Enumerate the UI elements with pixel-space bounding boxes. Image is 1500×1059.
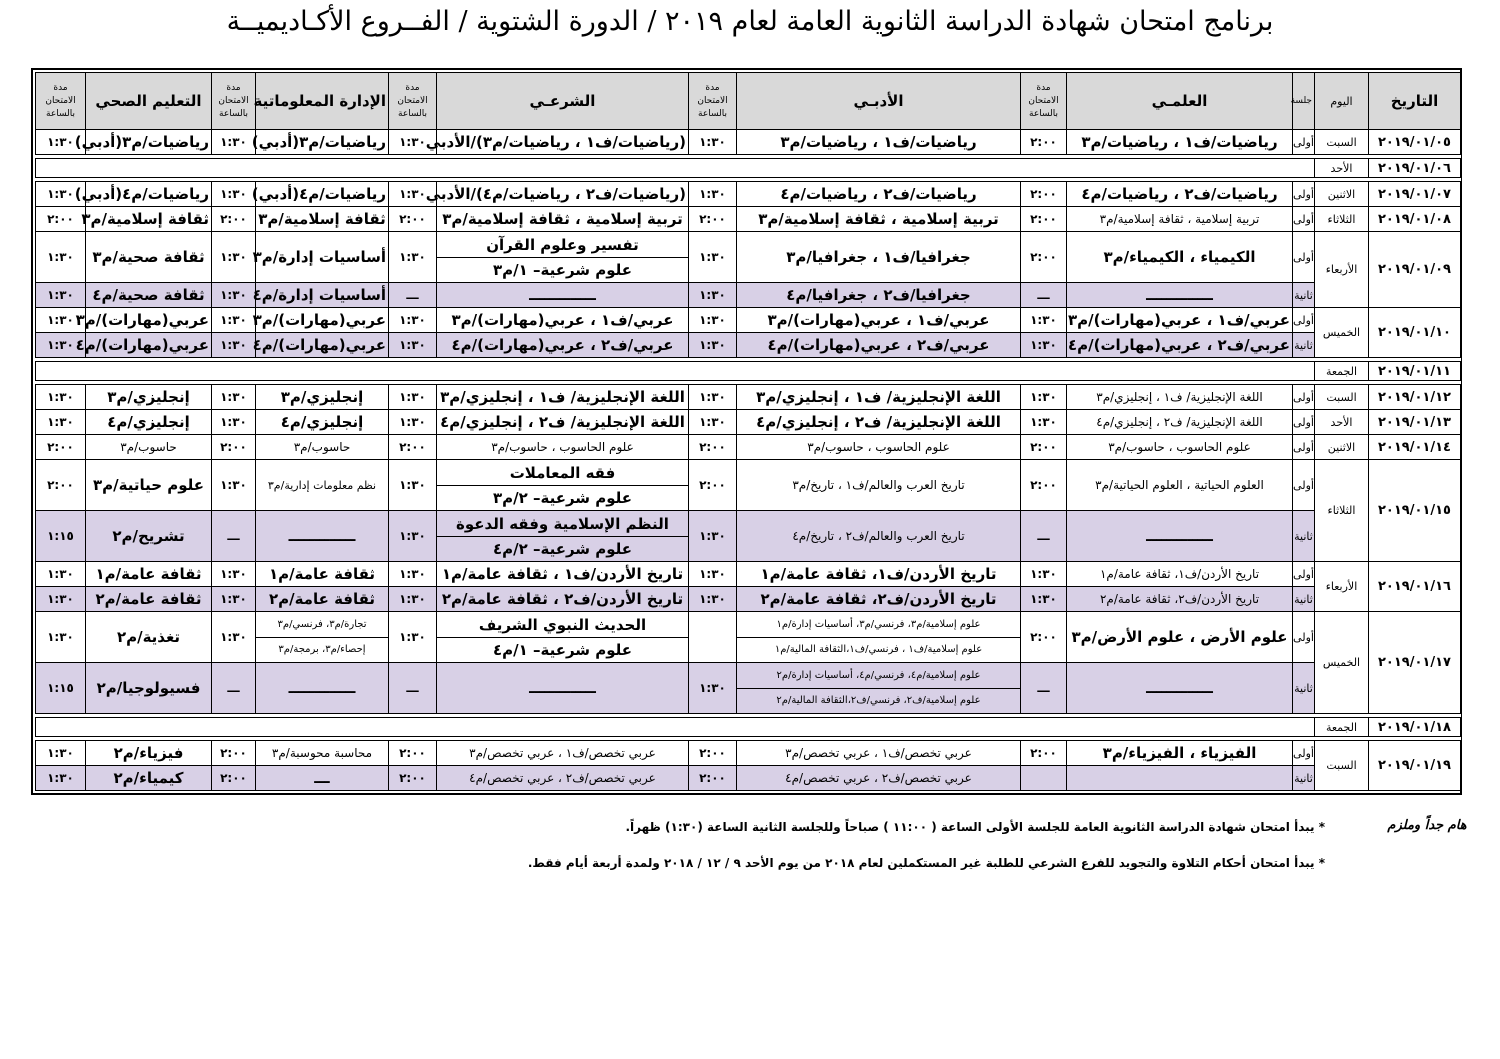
session-cell: أولى (1293, 385, 1315, 410)
header-health: التعليم الصحي (86, 73, 212, 130)
literary-subject: تاريخ الأردن/ف١، ثقافة عامة/م١ (737, 562, 1021, 587)
duration-cell: ٢:٠٠ (389, 207, 437, 232)
literary-subject: تاريخ العرب والعالم/ف٢ ، تاريخ/م٤ (737, 511, 1021, 562)
day-cell: السبت (1315, 385, 1369, 410)
session-cell: أولى (1293, 410, 1315, 435)
duration-cell: ١:٣٠ (212, 385, 256, 410)
duration-cell: ١:٣٠ (36, 182, 86, 207)
literary-subject: تربية إسلامية ، ثقافة إسلامية/م٣ (737, 207, 1021, 232)
duration-cell (689, 612, 737, 663)
duration-cell: ١:٣٠ (689, 308, 737, 333)
literary-subject (737, 612, 1021, 663)
sharia-subject: عربي تخصص/ف١ ، عربي تخصص/م٣ (437, 741, 689, 766)
session-cell: ثانية (1293, 511, 1315, 562)
duration-cell: ١:٣٠ (1021, 562, 1067, 587)
duration-cell: ٢:٠٠ (36, 207, 86, 232)
duration-cell: ١:٣٠ (389, 308, 437, 333)
literary-subject-line: علوم إسلامية/م٤، فرنسي/م٤، أساسيات إدارة/م٢ (737, 664, 1020, 689)
date-cell: ٢٠١٩/٠١/٠٦ (1369, 159, 1461, 178)
scientific-subject: عربي/ف١ ، عربي(مهارات)/م٣ (1067, 308, 1293, 333)
date-cell: ٢٠١٩/٠١/١٣ (1369, 410, 1461, 435)
duration-cell: ١:٣٠ (389, 130, 437, 155)
duration-cell: ١:١٥ (36, 663, 86, 714)
table-row (36, 741, 1461, 766)
header-duration: مدة الامتحان بالساعة (689, 73, 737, 130)
day-cell: الخميس (1315, 612, 1369, 714)
duration-cell: ١:٣٠ (212, 182, 256, 207)
duration-cell: ١:٣٠ (389, 385, 437, 410)
date-cell: ٢٠١٩/٠١/١١ (1369, 362, 1461, 381)
scientific-subject: تاريخ الأردن/ف١، ثقافة عامة/م١ (1067, 562, 1293, 587)
info-mgmt-subject: ثقافة عامة/م٢ (256, 587, 389, 612)
duration-cell: ٢:٠٠ (212, 766, 256, 791)
duration-cell: ٢:٠٠ (689, 460, 737, 511)
duration-cell: ٢:٠٠ (689, 207, 737, 232)
day-cell: الثلاثاء (1315, 207, 1369, 232)
info-mgmt-subject: أساسيات إدارة/م٤ (256, 283, 389, 308)
sharia-subject (437, 460, 689, 511)
session-cell: أولى (1293, 182, 1315, 207)
duration-cell: ١:٣٠ (689, 130, 737, 155)
literary-subject: تاريخ الأردن/ف٢، ثقافة عامة/م٢ (737, 587, 1021, 612)
duration-cell: ١:٣٠ (689, 587, 737, 612)
duration-cell: ١:٣٠ (389, 333, 437, 358)
duration-cell: ١:٣٠ (689, 410, 737, 435)
table-row (36, 410, 1461, 435)
literary-subject: علوم الحاسوب ، حاسوب/م٣ (737, 435, 1021, 460)
sharia-subject: (رياضيات/ف١ ، رياضيات/م٣)/الأدبي (437, 130, 689, 155)
duration-cell: ١:٣٠ (212, 587, 256, 612)
duration-cell: ١:٣٠ (389, 232, 437, 283)
sharia-subject: عربي/ف١ ، عربي(مهارات)/م٣ (437, 308, 689, 333)
duration-cell: ٢:٠٠ (1021, 435, 1067, 460)
duration-cell: ١:٣٠ (689, 232, 737, 283)
literary-subject-line: علوم إسلامية/ف١ ، فرنسي/ف١،الثقافة المالية/م١ (774, 643, 983, 655)
duration-cell: ٢:٠٠ (689, 741, 737, 766)
session-cell: أولى (1293, 130, 1315, 155)
session-cell: ثانية (1293, 663, 1315, 714)
header-date: التاريخ (1369, 73, 1461, 130)
health-subject: عربي(مهارات)/م٤ (86, 333, 212, 358)
literary-subject: اللغة الإنجليزية/ ف١ ، إنجليزي/م٣ (737, 385, 1021, 410)
info-mgmt-subject (256, 612, 389, 663)
duration-cell: ١:٣٠ (689, 562, 737, 587)
info-mgmt-subject: أساسيات إدارة/م٣ (256, 232, 389, 283)
scientific-subject: العلوم الحياتية ، العلوم الحياتية/م٣ (1067, 460, 1293, 511)
literary-subject: عربي تخصص/ف١ ، عربي تخصص/م٣ (737, 741, 1021, 766)
table-row (36, 460, 1461, 511)
duration-cell: ١:٣٠ (212, 130, 256, 155)
health-subject: تغذية/م٢ (86, 612, 212, 663)
table-row (36, 308, 1461, 333)
scientific-subject: اللغة الإنجليزية/ ف٢ ، إنجليزي/م٤ (1067, 410, 1293, 435)
duration-cell: ١:٣٠ (36, 283, 86, 308)
literary-subject: رياضيات/ف١ ، رياضيات/م٣ (737, 130, 1021, 155)
footnote: * يبدأ امتحان أحكام التلاوة والتجويد للفرع الشرعي للطلبة غير المستكملين لعام ٢٠١٨ من يوم الأحد ٩ / ١٢ / ٢٠١٨ ولمدة أربعة أيام فقط. (527, 856, 1325, 870)
header-info-mgmt: الإدارة المعلوماتية (256, 73, 389, 130)
scientific-subject: علوم الحاسوب ، حاسوب/م٣ (1067, 435, 1293, 460)
duration-cell: ١:٣٠ (689, 663, 737, 714)
date-cell: ٢٠١٩/٠١/١٥ (1369, 460, 1461, 562)
duration-cell: ـــ (1021, 511, 1067, 562)
scientific-subject: ـــــــــــــ (1067, 663, 1293, 714)
info-mgmt-subject: نظم معلومات إدارية/م٣ (256, 460, 389, 511)
health-subject: علوم حياتية/م٣ (86, 460, 212, 511)
table-row (36, 612, 1461, 663)
scientific-subject: رياضيات/ف٢ ، رياضيات/م٤ (1067, 182, 1293, 207)
duration-cell: ١:٣٠ (1021, 333, 1067, 358)
sharia-subject-line: تفسير وعلوم القرآن (437, 233, 688, 258)
info-mgmt-subject: ـــــــــــــ (256, 511, 389, 562)
sharia-subject-line: علوم شرعية– ٢/م٤ (492, 539, 633, 558)
health-subject: ثقافة صحية/م٣ (86, 232, 212, 283)
duration-cell: ٢:٠٠ (689, 435, 737, 460)
sharia-subject: عربي تخصص/ف٢ ، عربي تخصص/م٤ (437, 766, 689, 791)
info-mgmt-subject: عربي(مهارات)/م٤ (256, 333, 389, 358)
day-cell: السبت (1315, 741, 1369, 791)
duration-cell: ٢:٠٠ (1021, 207, 1067, 232)
info-mgmt-subject: رياضيات/م٣(أدبي) (256, 130, 389, 155)
info-mgmt-subject-line: إحصاء/م٣، برمجة/م٣ (278, 643, 366, 655)
header-literary: الأدبـي (737, 73, 1021, 130)
literary-subject: عربي/ف١ ، عربي(مهارات)/م٣ (737, 308, 1021, 333)
session-cell: أولى (1293, 308, 1315, 333)
duration-cell: ٢:٠٠ (212, 741, 256, 766)
info-mgmt-subject: ـــــــــــــ (256, 663, 389, 714)
duration-cell: ـــ (1021, 663, 1067, 714)
day-cell: الجمعة (1315, 718, 1369, 737)
scientific-subject: تربية إسلامية ، ثقافة إسلامية/م٣ (1067, 207, 1293, 232)
duration-cell: ـــ (212, 511, 256, 562)
footnote: * يبدأ امتحان شهادة الدراسة الثانوية العامة للجلسة الأولى الساعة ( ١١:٠٠ ) صباحاً وللجلسة الثانية الساعة (١:٣٠) ظهراً. (625, 820, 1325, 834)
date-cell: ٢٠١٩/٠١/٠٥ (1369, 130, 1461, 155)
table-row (36, 130, 1461, 155)
table-row (36, 159, 1461, 178)
sharia-subject-line: الحديث النبوي الشريف (437, 613, 688, 638)
duration-cell: ـــ (212, 663, 256, 714)
literary-subject-line: علوم إسلامية/ف٢، فرنسي/ف٢،الثقافة المالية/م٢ (776, 694, 981, 706)
empty-day-cell (36, 159, 1315, 178)
day-cell: الاثنين (1315, 182, 1369, 207)
session-cell: ثانية (1293, 766, 1315, 791)
health-subject: فسيولوجيا/م٢ (86, 663, 212, 714)
date-cell: ٢٠١٩/٠١/١٠ (1369, 308, 1461, 358)
duration-cell: ١:٣٠ (36, 766, 86, 791)
duration-cell: ٢:٠٠ (1021, 460, 1067, 511)
header-sharia: الشرعـي (437, 73, 689, 130)
duration-cell: ١:٣٠ (212, 410, 256, 435)
scientific-subject (1067, 766, 1293, 791)
session-cell: أولى (1293, 612, 1315, 663)
session-cell: أولى (1293, 435, 1315, 460)
table-row (36, 232, 1461, 283)
scientific-subject: رياضيات/ف١ ، رياضيات/م٣ (1067, 130, 1293, 155)
table-row (36, 333, 1461, 358)
scientific-subject: تاريخ الأردن/ف٢، ثقافة عامة/م٢ (1067, 587, 1293, 612)
scientific-subject: ـــــــــــــ (1067, 511, 1293, 562)
sharia-subject: (رياضيات/ف٢ ، رياضيات/م٤)/الأدبي (437, 182, 689, 207)
health-subject: ثقافة عامة/م١ (86, 562, 212, 587)
info-mgmt-subject: ـــ (256, 766, 389, 791)
duration-cell: ٢:٠٠ (1021, 741, 1067, 766)
literary-subject-line: علوم إسلامية/م٣، فرنسي/م٣، أساسيات إدارة/م١ (737, 613, 1020, 638)
exam-schedule-table (35, 72, 1461, 791)
sharia-subject-line: علوم شرعية– ٢/م٣ (492, 488, 633, 507)
date-cell: ٢٠١٩/٠١/١٧ (1369, 612, 1461, 714)
literary-subject: جغرافيا/ف٢ ، جغرافيا/م٤ (737, 283, 1021, 308)
duration-cell: ٢:٠٠ (1021, 130, 1067, 155)
scientific-subject: علوم الأرض ، علوم الأرض/م٣ (1067, 612, 1293, 663)
duration-cell: ٢:٠٠ (36, 435, 86, 460)
duration-cell: ١:٣٠ (36, 385, 86, 410)
duration-cell: ١:٣٠ (389, 460, 437, 511)
table-row (36, 718, 1461, 737)
header-duration: مدة الامتحان بالساعة (1021, 73, 1067, 130)
date-cell: ٢٠١٩/٠١/٠٩ (1369, 232, 1461, 308)
duration-cell: ١:٣٠ (212, 460, 256, 511)
day-cell: الأحد (1315, 410, 1369, 435)
health-subject: إنجليزي/م٣ (86, 385, 212, 410)
duration-cell: ١:٣٠ (212, 612, 256, 663)
duration-cell: ٢:٠٠ (36, 460, 86, 511)
duration-cell: ١:٣٠ (389, 182, 437, 207)
literary-subject (737, 663, 1021, 714)
date-cell: ٢٠١٩/٠١/١٦ (1369, 562, 1461, 612)
health-subject: كيمياء/م٢ (86, 766, 212, 791)
table-row (36, 385, 1461, 410)
duration-cell: ـــ (1021, 283, 1067, 308)
duration-cell: ١:٣٠ (36, 410, 86, 435)
table-row (36, 182, 1461, 207)
scientific-subject: عربي/ف٢ ، عربي(مهارات)/م٤ (1067, 333, 1293, 358)
duration-cell: ٢:٠٠ (1021, 232, 1067, 283)
day-cell: الخميس (1315, 308, 1369, 358)
header-duration: مدة الامتحان بالساعة (212, 73, 256, 130)
header-scientific: العلمـي (1067, 73, 1293, 130)
empty-day-cell (36, 718, 1315, 737)
sharia-subject: تاريخ الأردن/ف٢ ، ثقافة عامة/م٢ (437, 587, 689, 612)
sharia-subject-line: النظم الإسلامية وفقه الدعوة (437, 512, 688, 537)
duration-cell: ٢:٠٠ (212, 207, 256, 232)
table-row (36, 207, 1461, 232)
health-subject: حاسوب/م٣ (86, 435, 212, 460)
duration-cell: ١:٣٠ (212, 283, 256, 308)
sharia-subject-line: علوم شرعية– ١/م٤ (492, 640, 633, 659)
duration-cell: ١:٣٠ (212, 333, 256, 358)
day-cell: الأحد (1315, 159, 1369, 178)
info-mgmt-subject: رياضيات/م٤(أدبي) (256, 182, 389, 207)
duration-cell: ١:٣٠ (212, 232, 256, 283)
literary-subject: رياضيات/ف٢ ، رياضيات/م٤ (737, 182, 1021, 207)
sharia-subject: تربية إسلامية ، ثقافة إسلامية/م٣ (437, 207, 689, 232)
day-cell: الاثنين (1315, 435, 1369, 460)
sharia-subject (437, 511, 689, 562)
sharia-subject (437, 232, 689, 283)
table-row (36, 663, 1461, 714)
duration-cell (1021, 766, 1067, 791)
duration-cell: ١:٣٠ (212, 308, 256, 333)
duration-cell: ١:٣٠ (36, 333, 86, 358)
health-subject: تشريح/م٢ (86, 511, 212, 562)
session-cell: ثانية (1293, 283, 1315, 308)
page-title: برنامج امتحان شهادة الدراسة الثانوية العامة لعام ٢٠١٩ / الدورة الشتوية / الفــروع الأكـاديميــة (226, 6, 1274, 37)
duration-cell: ١:٣٠ (389, 612, 437, 663)
session-cell: أولى (1293, 741, 1315, 766)
duration-cell: ٢:٠٠ (389, 741, 437, 766)
empty-day-cell (36, 362, 1315, 381)
duration-cell: ١:٣٠ (1021, 308, 1067, 333)
scientific-subject: الكيمياء ، الكيمياء/م٣ (1067, 232, 1293, 283)
literary-subject: جغرافيا/ف١ ، جغرافيا/م٣ (737, 232, 1021, 283)
table-row (36, 362, 1461, 381)
duration-cell: ١:٣٠ (1021, 385, 1067, 410)
sharia-subject: علوم الحاسوب ، حاسوب/م٣ (437, 435, 689, 460)
session-cell: ثانية (1293, 587, 1315, 612)
duration-cell: ٢:٠٠ (212, 435, 256, 460)
duration-cell: ٢:٠٠ (389, 766, 437, 791)
session-cell: أولى (1293, 460, 1315, 511)
literary-subject: عربي/ف٢ ، عربي(مهارات)/م٤ (737, 333, 1021, 358)
health-subject: عربي(مهارات)/م٣ (86, 308, 212, 333)
duration-cell: ١:٣٠ (689, 333, 737, 358)
info-mgmt-subject: حاسوب/م٣ (256, 435, 389, 460)
date-cell: ٢٠١٩/٠١/٠٨ (1369, 207, 1461, 232)
schedule-table-frame (31, 68, 1462, 795)
sharia-subject-line: علوم شرعية– ١/م٣ (492, 260, 633, 279)
sharia-subject: ـــــــــــــ (437, 283, 689, 308)
sharia-subject: ـــــــــــــ (437, 663, 689, 714)
session-cell: أولى (1293, 562, 1315, 587)
duration-cell: ١:٣٠ (36, 612, 86, 663)
duration-cell: ١:٣٠ (36, 308, 86, 333)
duration-cell: ٢:٠٠ (689, 766, 737, 791)
health-subject: ثقافة صحية/م٤ (86, 283, 212, 308)
session-cell: ثانية (1293, 333, 1315, 358)
duration-cell: ١:٣٠ (689, 283, 737, 308)
date-cell: ٢٠١٩/٠١/١٤ (1369, 435, 1461, 460)
date-cell: ٢٠١٩/٠١/٠٧ (1369, 182, 1461, 207)
sharia-subject: اللغة الإنجليزية/ ف١ ، إنجليزي/م٣ (437, 385, 689, 410)
duration-cell: ـــ (389, 283, 437, 308)
scientific-subject: ـــــــــــــ (1067, 283, 1293, 308)
header-row (36, 73, 1461, 130)
table-row (36, 435, 1461, 460)
info-mgmt-subject: عربي(مهارات)/م٣ (256, 308, 389, 333)
duration-cell: ١:٣٠ (36, 232, 86, 283)
header-session: جلسة (1293, 73, 1315, 130)
duration-cell: ١:٣٠ (36, 562, 86, 587)
info-mgmt-subject: ثقافة إسلامية/م٣ (256, 207, 389, 232)
duration-cell: ١:٣٠ (36, 741, 86, 766)
info-mgmt-subject: ثقافة عامة/م١ (256, 562, 389, 587)
duration-cell: ١:١٥ (36, 511, 86, 562)
signature-stamp: هام جداً وملزم (1387, 818, 1467, 833)
info-mgmt-subject: محاسبة محوسبة/م٣ (256, 741, 389, 766)
info-mgmt-subject-line: تجارة/م٣، فرنسي/م٣ (256, 613, 388, 638)
session-cell: أولى (1293, 232, 1315, 283)
duration-cell: ١:٣٠ (1021, 587, 1067, 612)
table-row (36, 587, 1461, 612)
literary-subject: تاريخ العرب والعالم/ف١ ، تاريخ/م٣ (737, 460, 1021, 511)
date-cell: ٢٠١٩/٠١/١٨ (1369, 718, 1461, 737)
date-cell: ٢٠١٩/٠١/١٩ (1369, 741, 1461, 791)
duration-cell: ١:٣٠ (36, 130, 86, 155)
sharia-subject: عربي/ف٢ ، عربي(مهارات)/م٤ (437, 333, 689, 358)
date-cell: ٢٠١٩/٠١/١٢ (1369, 385, 1461, 410)
table-row (36, 511, 1461, 562)
duration-cell: ١:٣٠ (689, 182, 737, 207)
duration-cell: ١:٣٠ (689, 511, 737, 562)
health-subject: ثقافة عامة/م٢ (86, 587, 212, 612)
info-mgmt-subject: إنجليزي/م٣ (256, 385, 389, 410)
session-cell: أولى (1293, 207, 1315, 232)
duration-cell: ١:٣٠ (1021, 410, 1067, 435)
duration-cell: ٢:٠٠ (1021, 182, 1067, 207)
day-cell: الأربعاء (1315, 232, 1369, 308)
duration-cell: ١:٣٠ (389, 511, 437, 562)
header-duration: مدة الامتحان بالساعة (389, 73, 437, 130)
sharia-subject-line: فقه المعاملات (437, 461, 688, 486)
health-subject: رياضيات/م٣(أدبي) (86, 130, 212, 155)
duration-cell: ١:٣٠ (389, 562, 437, 587)
duration-cell: ١:٣٠ (212, 562, 256, 587)
duration-cell: ١:٣٠ (389, 410, 437, 435)
sharia-subject (437, 612, 689, 663)
literary-subject: عربي تخصص/ف٢ ، عربي تخصص/م٤ (737, 766, 1021, 791)
table-row (36, 283, 1461, 308)
duration-cell: ١:٣٠ (36, 587, 86, 612)
day-cell: الثلاثاء (1315, 460, 1369, 562)
health-subject: فيزياء/م٢ (86, 741, 212, 766)
table-row (36, 562, 1461, 587)
sharia-subject: تاريخ الأردن/ف١ ، ثقافة عامة/م١ (437, 562, 689, 587)
table-row (36, 766, 1461, 791)
health-subject: رياضيات/م٤(أدبي) (86, 182, 212, 207)
info-mgmt-subject: إنجليزي/م٤ (256, 410, 389, 435)
scientific-subject: اللغة الإنجليزية/ ف١ ، إنجليزي/م٣ (1067, 385, 1293, 410)
health-subject: ثقافة إسلامية/م٣ (86, 207, 212, 232)
header-duration: مدة الامتحان بالساعة (36, 73, 86, 130)
duration-cell: ٢:٠٠ (389, 435, 437, 460)
duration-cell: ١:٣٠ (389, 587, 437, 612)
duration-cell: ٢:٠٠ (1021, 612, 1067, 663)
day-cell: السبت (1315, 130, 1369, 155)
health-subject: إنجليزي/م٤ (86, 410, 212, 435)
sharia-subject: اللغة الإنجليزية/ ف٢ ، إنجليزي/م٤ (437, 410, 689, 435)
scientific-subject: الفيزياء ، الفيزياء/م٣ (1067, 741, 1293, 766)
day-cell: الجمعة (1315, 362, 1369, 381)
duration-cell: ١:٣٠ (689, 385, 737, 410)
literary-subject: اللغة الإنجليزية/ ف٢ ، إنجليزي/م٤ (737, 410, 1021, 435)
header-day: اليوم (1315, 73, 1369, 130)
day-cell: الأربعاء (1315, 562, 1369, 612)
duration-cell: ـــ (389, 663, 437, 714)
